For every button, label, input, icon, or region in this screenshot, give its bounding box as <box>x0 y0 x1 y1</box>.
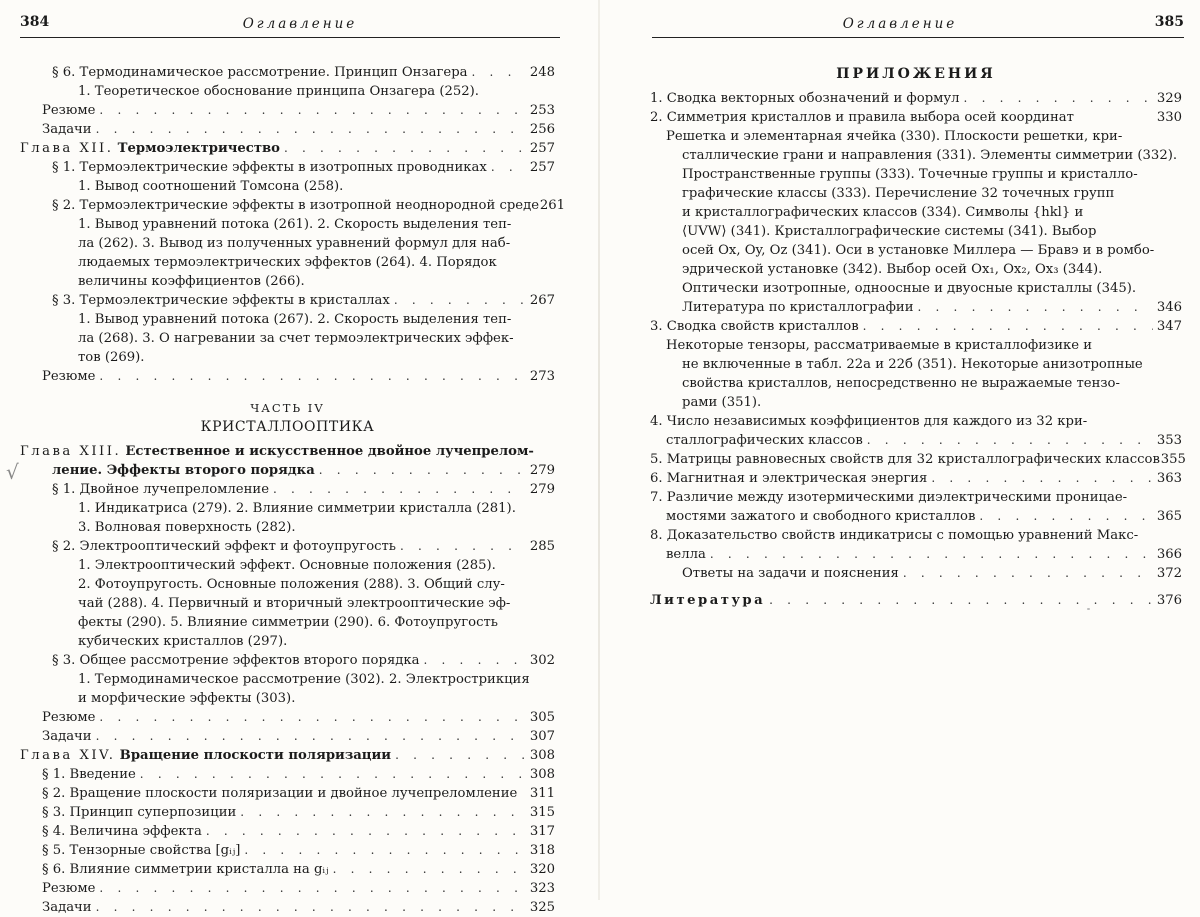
toc-entry[interactable]: § 2. Термоэлектрические эффекты в изотропной неоднородной среде 261 <box>52 198 565 213</box>
toc-entry[interactable]: Ответы на задачи и пояснения . . . 372 <box>650 564 1182 583</box>
toc-subentries: 2. Фотоупругость. Основные положения (288). 3. Общий слу- <box>78 577 505 592</box>
part-title: КРИСТАЛЛООПТИКА <box>200 419 375 435</box>
toc-subentries: эдрической установке (342). Выбор осей Ox₁, Ox₂, Ox₃ (344). <box>682 262 1103 277</box>
toc-subentries: осей Ox, Oy, Oz (341). Оси в установке Миллера — Бравэ и в ромбо- <box>682 243 1155 258</box>
toc-subentries: 1. Теоретическое обоснование принципа Онзагера (252). <box>78 84 479 99</box>
toc-subentries: 1. Электрооптический эффект. Основные положения (285). <box>78 558 496 573</box>
toc-subentries: Пространственные группы (333). Точечные группы и кристалло- <box>682 167 1138 182</box>
toc-entry-continued[interactable]: сталлографических классов . . . 353 <box>650 431 1182 450</box>
toc-entry[interactable]: Резюме . . . 305 <box>20 708 555 727</box>
toc-entry[interactable]: § 1. Двойное лучепреломление . . . 279 <box>20 480 555 499</box>
toc-list <box>20 63 565 917</box>
toc-subentries: не включенные в табл. 22а и 22б (351). Некоторые анизотропные <box>682 357 1143 372</box>
toc-subentries: сталлические грани и направления (331). Элементы симметрии (332). <box>682 148 1178 163</box>
toc-subentries: чай (288). 4. Первичный и вторичный электрооптические эф- <box>78 596 511 611</box>
chapter-entry[interactable]: Глава XII. Термоэлектричество . . . 257 <box>20 139 555 158</box>
toc-entry[interactable]: Литература по кристаллографии . . . 346 <box>650 298 1182 317</box>
toc-subentries: тов (269). <box>78 350 145 365</box>
toc-subentries: 1. Индикатриса (279). 2. Влияние симметрии кристалла (281). <box>78 501 516 516</box>
toc-entry[interactable]: § 2. Вращение плоскости поляризации и двойное лучепреломление 311 <box>42 786 555 801</box>
toc-subentries: ла (268). 3. О нагревании за счет термоэлектрических эффек- <box>78 331 514 346</box>
toc-subentries: людаемых термоэлектрических эффектов (264). 4. Порядок <box>78 255 497 270</box>
literature-entry[interactable]: Литература . . . 376 <box>650 591 1182 610</box>
toc-subentries: графические классы (333). Перечисление 32 точечных групп <box>682 186 1115 201</box>
toc-entry[interactable]: § 1. Введение . . . 308 <box>20 765 555 784</box>
part-label: ЧАСТЬ IV <box>250 401 325 415</box>
toc-entry[interactable]: Задачи . . . 307 <box>20 727 555 746</box>
toc-entry[interactable]: 4. Число независимых коэффициентов для каждого из 32 кри- <box>650 414 1088 429</box>
toc-entry[interactable]: § 6. Термодинамическое рассмотрение. Принцип Онзагера . . . 248 <box>20 63 555 82</box>
toc-subentries: кубических кристаллов (297). <box>78 634 288 649</box>
toc-list <box>650 63 1186 610</box>
toc-subentries: Решетка и элементарная ячейка (330). Плоскости решетки, кри- <box>666 129 1123 144</box>
header-title: Оглавление <box>842 16 958 32</box>
toc-subentries: 1. Термодинамическое рассмотрение (302). 2. Электрострикция <box>78 672 530 687</box>
header-rule <box>20 37 560 38</box>
chapter-entry[interactable]: Глава XIII. Естественное и искусственное двойное лучепрелом- <box>20 444 534 459</box>
toc-subentries: величины коэффициентов (266). <box>78 274 305 289</box>
toc-entry[interactable]: 8. Доказательство свойств индикатрисы с помощью уравнений Макс- <box>650 528 1139 543</box>
toc-entry[interactable]: § 1. Термоэлектрические эффекты в изотропных проводниках . . . 257 <box>20 158 555 177</box>
toc-entry[interactable]: 5. Матрицы равновесных свойств для 32 кристаллографических классов 355 <box>650 452 1186 467</box>
toc-entry[interactable]: 6. Магнитная и электрическая энергия . . . 363 <box>650 469 1182 488</box>
toc-entry[interactable]: § 3. Общее рассмотрение эффектов второго порядка . . . 302 <box>20 651 555 670</box>
toc-subentries: 3. Волновая поверхность (282). <box>78 520 296 535</box>
section-title: ПРИЛОЖЕНИЯ <box>836 66 996 82</box>
toc-entry[interactable]: § 3. Термоэлектрические эффекты в кристаллах . . . 267 <box>20 291 555 310</box>
toc-subentries: ла (262). 3. Вывод из полученных уравнений формул для наб- <box>78 236 511 251</box>
toc-entry[interactable]: Резюме . . . 273 <box>20 367 555 386</box>
toc-subentries: 1. Вывод соотношений Томсона (258). <box>78 179 344 194</box>
page-number: 384 <box>20 14 50 30</box>
toc-entry[interactable]: 7. Различие между изотермическими диэлектрическими проницае- <box>650 490 1128 505</box>
chapter-entry[interactable]: Глава XIV. Вращение плоскости поляризации . . . 308 <box>20 746 555 765</box>
toc-entry[interactable]: § 4. Величина эффекта . . . 317 <box>20 822 555 841</box>
toc-entry[interactable]: § 5. Тензорные свойства [gᵢⱼ] . . . 318 <box>20 841 555 860</box>
right-page <box>600 0 1200 900</box>
chapter-entry-continued[interactable]: ление. Эффекты второго порядка . . . 279 <box>20 461 555 480</box>
toc-entry[interactable]: Задачи . . . 256 <box>20 120 555 139</box>
pencil-check-mark: √ <box>6 460 19 484</box>
toc-entry[interactable]: Задачи . . . 325 <box>20 898 555 917</box>
toc-entry[interactable]: Резюме . . . 253 <box>20 101 555 120</box>
toc-subentries: 1. Вывод уравнений потока (261). 2. Скорость выделения теп- <box>78 217 512 232</box>
toc-subentries: рами (351). <box>682 395 762 410</box>
toc-entry[interactable]: § 2. Электрооптический эффект и фотоупругость . . . 285 <box>20 537 555 556</box>
page-number: 385 <box>1154 14 1184 30</box>
toc-entry-continued[interactable]: велла . . . 366 <box>650 545 1182 564</box>
toc-subentries: ⟨UVW⟩ (341). Кристаллографические системы (341). Выбор <box>682 224 1097 239</box>
toc-entry-continued[interactable]: мостями зажатого и свободного кристаллов . . . 365 <box>650 507 1182 526</box>
header-rule <box>652 37 1184 38</box>
toc-entry[interactable]: 2. Симметрия кристаллов и правила выбора осей координат 330 <box>650 110 1182 125</box>
toc-subentries: свойства кристаллов, непосредственно не выражаемые тензо- <box>682 376 1120 391</box>
toc-entry[interactable]: Резюме . . . 323 <box>20 879 555 898</box>
toc-subentries: Оптически изотропные, одноосные и двуосные кристаллы (345). <box>682 281 1137 296</box>
toc-subentries: 1. Вывод уравнений потока (267). 2. Скорость выделения теп- <box>78 312 512 327</box>
toc-subentries: Некоторые тензоры, рассматриваемые в кристаллофизике и <box>666 338 1093 353</box>
spacer <box>650 583 1182 591</box>
toc-subentries: и кристаллографических классов (334). Символы {hkl} и <box>682 205 1084 220</box>
toc-subentries: и морфические эффекты (303). <box>78 691 296 706</box>
toc-entry[interactable]: § 3. Принцип суперпозиции . . . 315 <box>20 803 555 822</box>
toc-subentries: фекты (290). 5. Влияние симметрии (290). 6. Фотоупругость <box>78 615 498 630</box>
toc-entry[interactable]: 3. Сводка свойств кристаллов . . . 347 <box>650 317 1182 336</box>
running-header <box>600 14 1200 34</box>
left-page <box>0 0 600 915</box>
toc-entry[interactable]: 1. Сводка векторных обозначений и формул . . . 329 <box>650 89 1182 108</box>
toc-entry[interactable]: § 6. Влияние симметрии кристалла на gᵢⱼ . . . 320 <box>20 860 555 879</box>
paper-speck <box>1087 608 1090 610</box>
running-header <box>0 14 600 34</box>
header-title: Оглавление <box>242 16 358 32</box>
